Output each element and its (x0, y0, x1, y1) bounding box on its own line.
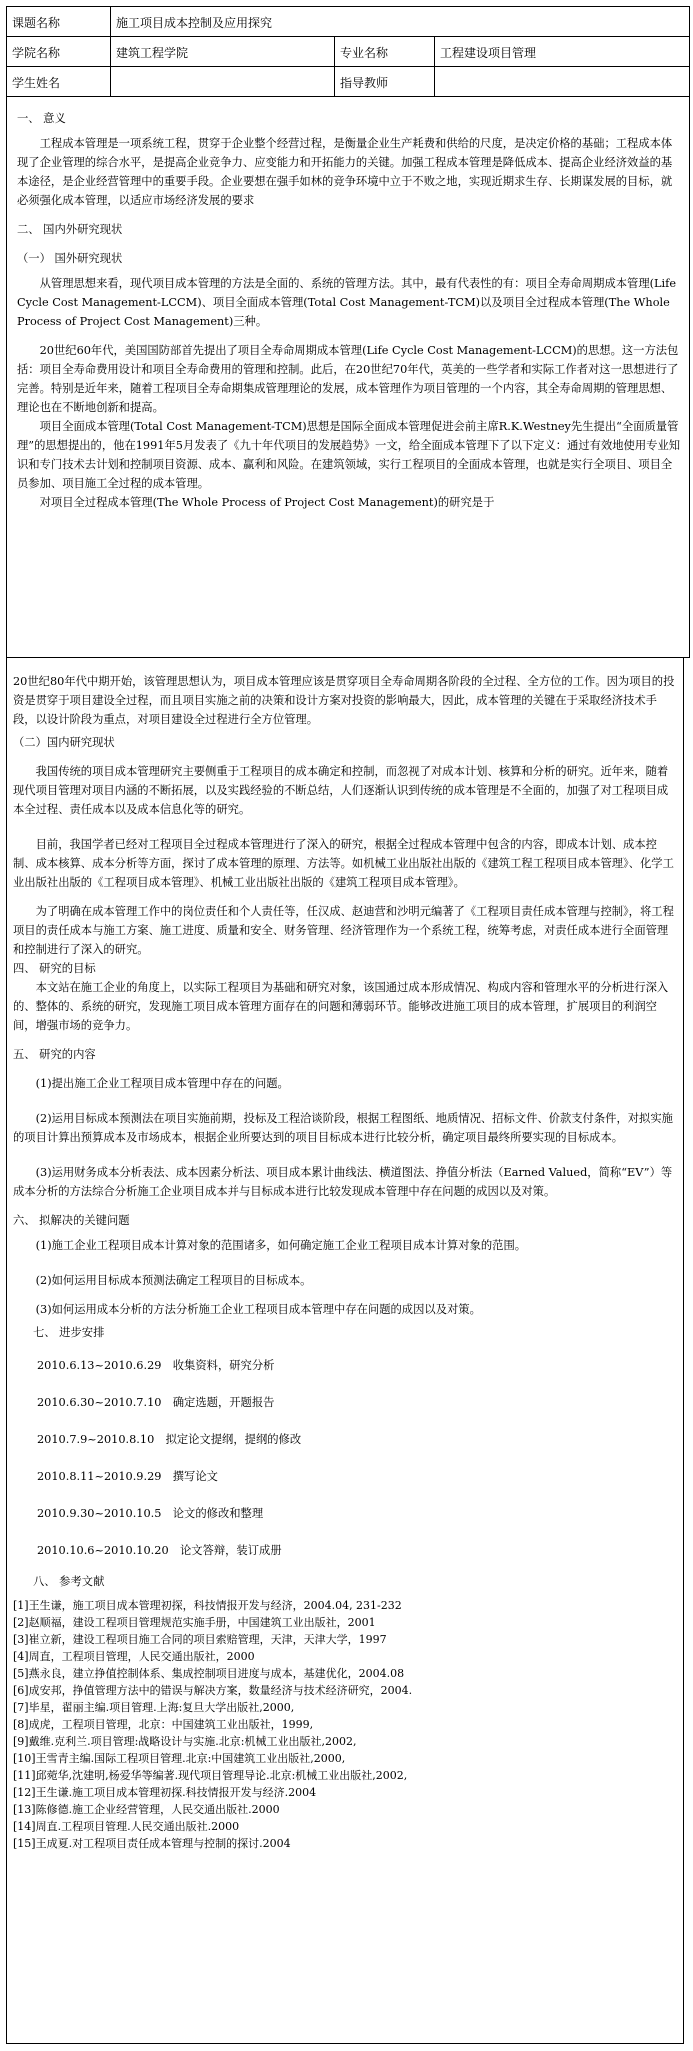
section-1-paragraph: 工程成本管理是一项系统工程，贯穿于企业整个经营过程，是衡量企业生产耗费和供给的尺度，是决定价格的基础；工程成本体现了企业管理的综合水平，是提高企业竞争力、应变能力和开拓能力的关键。加强工程成本管理是降低成本、提高企业经济效益的基本途径，是企业经营管理中的重要手段。企业要想在强手如林的竞争环境中立于不败之地，实现近期求生存、长期谋发展的目标，就必须强化成本管理，以适应市场经济发展的要求 (17, 137, 673, 207)
schedule-list (13, 1356, 675, 1560)
advisor-value (435, 67, 689, 96)
domestic-research-heading: （二）国内研究现状 (13, 736, 115, 749)
reference-item: [6]成安邦，挣值管理方法中的错误与解决方案，数量经济与技术经济研究，2004. (13, 1684, 413, 1697)
reference-item: [4]周直，工程项目管理，人民交通出版社，2000 (13, 1650, 255, 1663)
foreign-research-paragraph-2: 20世纪60年代，美国国防部首先提出了项目全寿命周期成本管理(Life Cycle Cost Management-LCCM)的思想。这一方法包括：项目全寿命费用设计和项目全寿命费用的管理和控制。此后，在20世纪70年代，英美的一些学者和实际工作者对这一思想进行了完善。特别是近年来，随着工程项目全寿命期集成管理理论的发展，成本管理作为项目管理的一个内容，其全寿命周期的管理思想、理论也在不断地创新和提高。 (17, 344, 679, 414)
proposal-form-top (6, 6, 690, 658)
proposal-form-bottom (6, 658, 684, 2044)
section-2-heading: 二、 国内外研究现状 (17, 223, 123, 236)
foreign-research-heading: （一） 国外研究现状 (17, 252, 123, 265)
section-1-heading: 一、 意义 (17, 112, 66, 125)
section-4-heading: 四、 研究的目标 (13, 962, 96, 975)
section-7-heading: 七、 进步安排 (33, 1326, 105, 1339)
section-6-item-2: (2)如何运用目标成本预测法确定工程项目的目标成本。 (35, 1274, 312, 1287)
schedule-item: 2010.9.30~2010.10.5 论文的修改和整理 (37, 1507, 264, 1520)
reference-item: [2]赵顺福，建设工程项目管理规范实施手册，中国建筑工业出版社，2001 (13, 1616, 376, 1629)
student-row (7, 67, 689, 97)
reference-item: [3]崔立新，建设工程项目施工合同的项目索赔管理，天津，天津大学，1997 (13, 1633, 387, 1646)
schedule-item: 2010.6.30~2010.7.10 确定选题，开题报告 (37, 1396, 275, 1409)
reference-list (13, 1597, 675, 1852)
section-4-paragraph: 本文站在施工企业的角度上，以实际工程项目为基础和研究对象，该国通过成本形成情况、构成内容和管理水平的分析进行深入的、整体的、系统的研究，发现施工项目成本管理方面存在的问题和薄弱环节。能够改进施工项目的成本管理，扩展项目的利润空间，增强市场的竞争力。 (13, 981, 669, 1032)
schedule-item: 2010.10.6~2010.10.20 论文答辩，装订成册 (37, 1544, 282, 1557)
topic-value: 施工项目成本控制及应用探究 (116, 16, 273, 30)
reference-item: [7]毕星，翟丽主编.项目管理.上海:复旦大学出版社,2000, (13, 1701, 295, 1714)
reference-item: [14]周直.工程项目管理.人民交通出版社.2000 (13, 1820, 240, 1833)
reference-item: [13]陈修德.施工企业经营管理，人民交通出版社.2000 (13, 1803, 280, 1816)
major-value: 工程建设项目管理 (440, 46, 537, 60)
section-6-heading: 六、 拟解决的关键问题 (13, 1214, 130, 1227)
foreign-research-paragraph-4: 对项目全过程成本管理(The Whole Process of Project Cost Management)的研究是于 (39, 496, 495, 509)
reference-item: [11]邱菀华,沈建明,杨爱华等编著.现代项目管理导论.北京:机械工业出版社,2002, (13, 1769, 408, 1782)
schedule-item: 2010.6.13~2010.6.29 收集资料，研究分析 (37, 1359, 275, 1372)
section-8-heading: 八、 参考文献 (33, 1575, 105, 1588)
section-5-heading: 五、 研究的内容 (13, 1048, 96, 1061)
reference-item: [9]戴维.克利兰.项目管理:战略设计与实施.北京:机械工业出版社,2002, (13, 1735, 357, 1748)
foreign-research-paragraph-3: 项目全面成本管理(Total Cost Management-TCM)思想是国际全面成本管理促进会前主席R.K.Westney先生提出“全面质量管理”的思想提出的，他在1991年5月发表了《九十年代项目的发展趋势》一文，给全面成本管理下了以下定义：通过有效地使用专业知识和专门技术去计划和控制项目资源、成本、赢利和风险。在建筑领域，实行工程项目的全面成本管理，也就是实行全项目、项目全员参加、项目施工全过程的成本管理。 (17, 420, 681, 490)
reference-item: [1]王生谦，施工项目成本管理初探，科技情报开发与经济，2004.04, 231-232 (13, 1599, 402, 1612)
section-5-item-2: (2)运用目标成本预测法在项目实施前期，投标及工程洽谈阶段，根据工程图纸、地质情况、招标文件、价款支付条件，对拟实施的项目计算出预算成本及市场成本，根据企业所要达到的项目目标成本进行比较分析，确定项目最终所要实现的目标成本。 (13, 1112, 673, 1144)
reference-item: [5]燕永良，建立挣值控制体系、集成控制项目进度与成本，基建优化，2004.08 (13, 1667, 405, 1680)
foreign-research-paragraph-1: 从管理思想来看，现代项目成本管理的方法是全面的、系统的管理方法。其中，最有代表性的有：项目全寿命周期成本管理(Life Cycle Cost Management-LCCM)、项目全面成本管理(Total Cost Management-TCM)以及项目全过程成本管理(The Whole Process of Project Cost Management)三种。 (17, 277, 677, 328)
student-value (111, 67, 335, 96)
domestic-research-paragraph-2: 目前，我国学者已经对工程项目全过程成本管理进行了深入的研究，根据全过程成本管理中包含的内容，即成本计划、成本控制、成本核算、成本分析等方面，探讨了成本管理的原理、方法等。如机械工业出版社出版的《建筑工程工程项目成本管理》、化学工业出版社出版的《工程项目成本管理》、机械工业出版社出版的《建筑工程项目成本管理》。 (13, 838, 674, 889)
major-label: 专业名称 (335, 37, 435, 66)
domestic-research-paragraph-1: 我国传统的项目成本管理研究主要侧重于工程项目的成本确定和控制，而忽视了对成本计划、核算和分析的研究。近年来，随着现代项目管理对项目内涵的不断拓展，以及实践经验的不断总结，人们逐渐认识到传统的成本管理是不全面的，加强了对工程项目成本全过程、责任成本以及成本信息化等的研究。 (13, 765, 669, 816)
foreign-research-paragraph-5: 20世纪80年代中期开始，该管理思想认为，项目成本管理应该是贯穿项目全寿命周期各阶段的全过程、全方位的工作。因为项目的投资是贯穿于项目建设全过程，而且项目实施之前的决策和设计方案对投资的影响最大，因此，成本管理的关键在于采取经济技术手段，以设计阶段为重点，对项目建设全过程进行全方位管理。 (13, 675, 675, 726)
schedule-item: 2010.7.9~2010.8.10 拟定论文提纲，提纲的修改 (37, 1433, 302, 1446)
advisor-label: 指导教师 (335, 67, 435, 96)
topic-label: 课题名称 (7, 7, 111, 36)
college-label: 学院名称 (7, 37, 111, 66)
reference-item: [10]王雪青主编.国际工程项目管理.北京:中国建筑工业出版社,2000, (13, 1752, 346, 1765)
topic-row (7, 7, 689, 37)
college-value: 建筑工程学院 (111, 37, 335, 66)
domestic-research-paragraph-3: 为了明确在成本管理工作中的岗位责任和个人责任等，任汉成、赵迪营和沙明元编著了《工程项目责任成本管理与控制》，将工程项目的责任成本与施工方案、施工进度、质量和安全、财务管理、经济管理作为一个系统工程，统筹考虑，对责任成本进行全面管理和控制进行了深入的研究。 (13, 905, 674, 956)
section-6-item-3: (3)如何运用成本分析的方法分析施工企业工程项目成本管理中存在问题的成因以及对策。 (35, 1303, 481, 1316)
college-row (7, 37, 689, 67)
proposal-body-part1 (7, 97, 689, 512)
section-6-item-1: (1)施工企业工程项目成本计算对象的范围诸多，如何确定施工企业工程项目成本计算对象的范围。 (35, 1239, 527, 1252)
section-5-item-3: (3)运用财务成本分析表法、成本因素分析法、项目成本累计曲线法、横道图法、挣值分析法（Earned Valued，简称“EV”）等成本分析的方法综合分析施工企业项目成本并与目标成本进行比较发现成本管理中存在问题的成因以及对策。 (13, 1166, 673, 1198)
reference-item: [8]成虎，工程项目管理，北京：中国建筑工业出版社，1999, (13, 1718, 314, 1731)
schedule-item: 2010.8.11~2010.9.29 撰写论文 (37, 1470, 218, 1483)
reference-item: [12]王生谦.施工项目成本管理初探.科技情报开发与经济.2004 (13, 1786, 317, 1799)
section-5-item-1: (1)提出施工企业工程项目成本管理中存在的问题。 (35, 1077, 289, 1090)
student-label: 学生姓名 (7, 67, 111, 96)
reference-item: [15]王成夏.对工程项目责任成本管理与控制的探讨.2004 (13, 1837, 291, 1850)
